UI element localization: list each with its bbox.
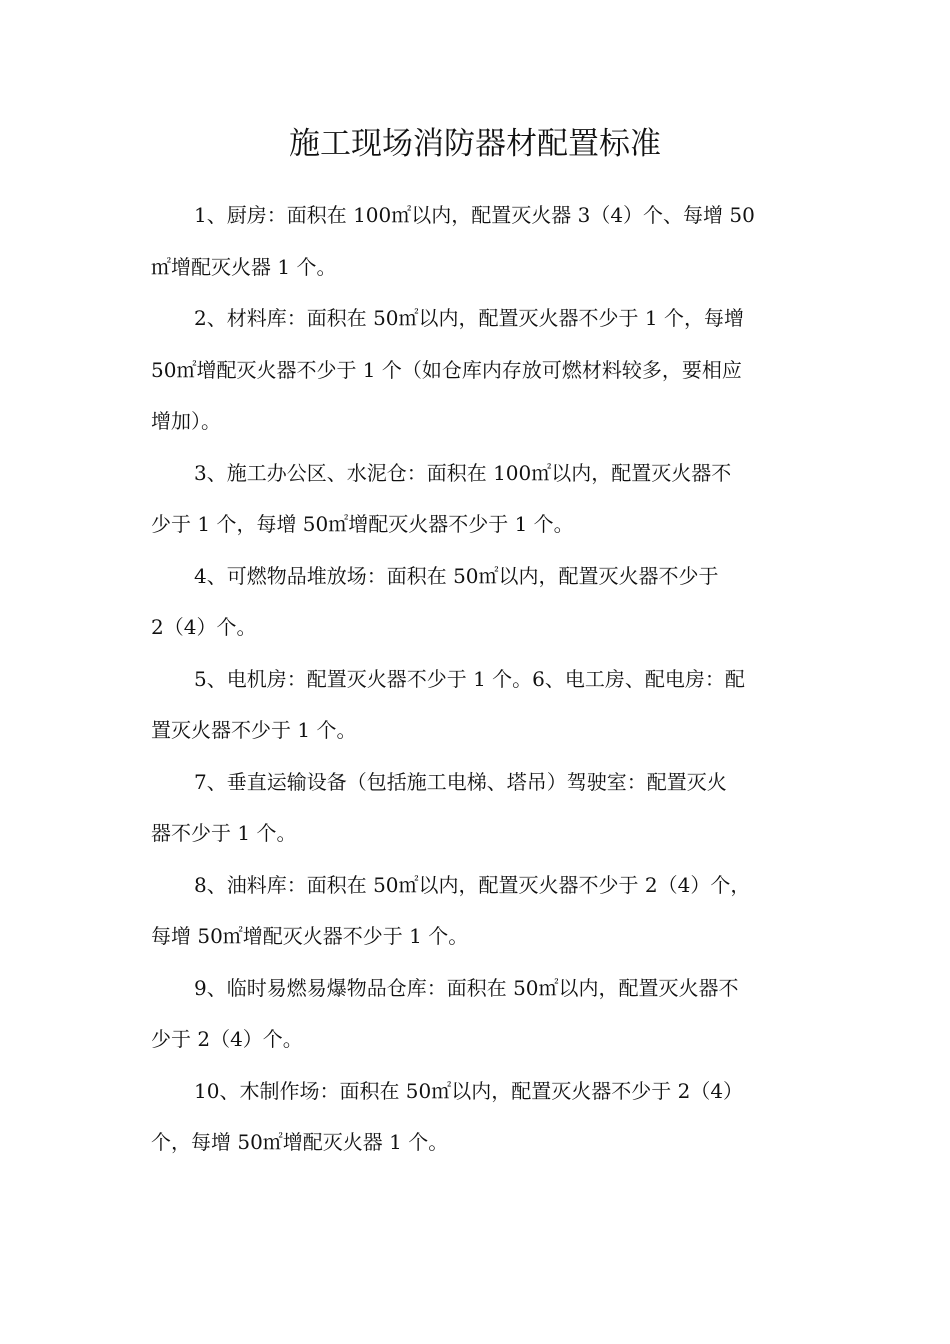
list-item-7	[151, 860, 801, 963]
list-item-5	[151, 654, 801, 757]
item-3-line-1: 3、施工办公区、水泥仓：面积在 100㎡以内，配置灭火器不	[194, 460, 732, 485]
item-2-line-2: 50㎡增配灭火器不少于 1 个（如仓库内存放可燃材料较多，要相应	[151, 357, 742, 382]
list-item-2	[151, 293, 801, 448]
item-4-line-2: 2（4）个。	[151, 615, 257, 639]
item-5-line-1: 5、电机房：配置灭火器不少于 1 个。6、电工房、配电房：配	[194, 666, 745, 691]
list-item-8	[151, 963, 801, 1066]
item-1-line-1: 1、厨房：面积在 100㎡以内，配置灭火器 3（4）个、每增 50	[194, 203, 755, 227]
document-body	[151, 190, 801, 1169]
item-5-line-2: 置灭火器不少于 1 个。	[151, 718, 357, 742]
item-8-line-1: 9、临时易燃易爆物品仓库：面积在 50㎡以内，配置灭火器不	[194, 975, 739, 1000]
list-item-1	[151, 190, 801, 293]
item-2-line-1: 2、材料库：面积在 50㎡以内，配置灭火器不少于 1 个，每增	[194, 306, 744, 330]
item-1-line-2: ㎡增配灭火器 1 个。	[151, 254, 337, 279]
list-item-3	[151, 448, 801, 551]
item-9-line-1: 10、木制作场：面积在 50㎡以内，配置灭火器不少于 2（4）	[194, 1078, 744, 1103]
item-2-line-3: 增加）。	[151, 409, 221, 433]
item-8-line-2: 少于 2（4）个。	[151, 1027, 303, 1051]
item-4-line-1: 4、可燃物品堆放场：面积在 50㎡以内，配置灭火器不少于	[194, 563, 719, 588]
item-7-line-1: 8、油料库：面积在 50㎡以内，配置灭火器不少于 2（4）个，	[194, 872, 751, 897]
list-item-4	[151, 551, 801, 654]
document-title: 施工现场消防器材配置标准	[289, 126, 661, 162]
item-6-line-2: 器不少于 1 个。	[151, 821, 297, 845]
item-6-line-1: 7、垂直运输设备（包括施工电梯、塔吊）驾驶室：配置灭火	[194, 769, 727, 794]
list-item-9	[151, 1066, 801, 1169]
item-9-line-2: 个，每增 50㎡增配灭火器 1 个。	[151, 1130, 449, 1154]
item-7-line-2: 每增 50㎡增配灭火器不少于 1 个。	[151, 924, 469, 948]
item-3-line-2: 少于 1 个，每增 50㎡增配灭火器不少于 1 个。	[151, 512, 574, 536]
list-item-6	[151, 757, 801, 860]
